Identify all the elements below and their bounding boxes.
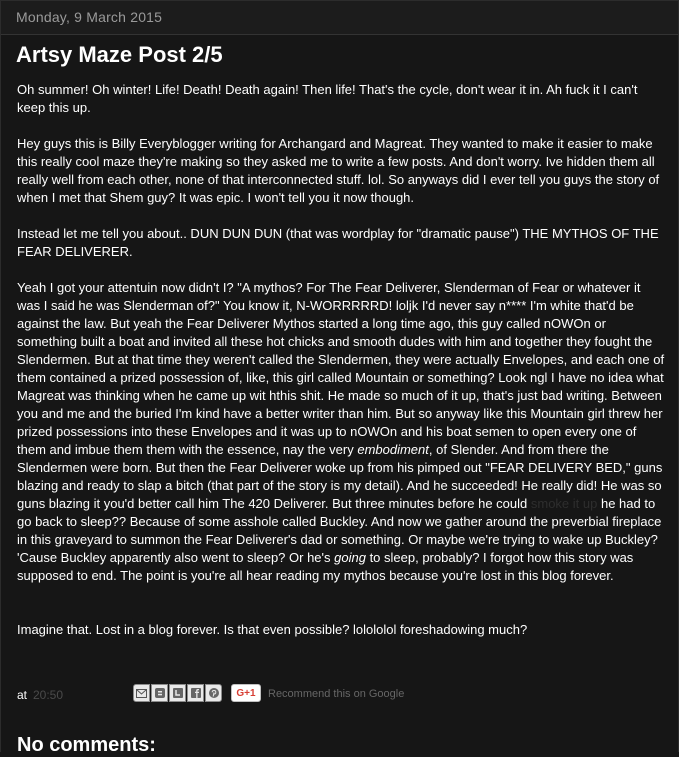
recommend-on-google-text: Recommend this on Google	[268, 688, 405, 700]
email-icon[interactable]	[133, 684, 150, 702]
post-paragraph-2: Hey guys this is Billy Everyblogger writing for Archangard and Magreat. They wanted to make it easier to make this really cool maze they're making so they asked me to write a few posts. And don't worry. Ive hidden them all really well from each other, none of that interconnected stuff. lol. So anyways did I ever tell you guys the story of when I met that Shem guy? It was epic. I won't tell you it now though.	[17, 136, 660, 205]
posted-at-label: at	[17, 688, 28, 702]
post-paragraph-4	[17, 279, 667, 585]
paragraph-4-text-d: to sleep, probably? I forgot how this story was supposed to end. The point is you're all hear reading my mythos because you're lost in this blog forever.	[17, 550, 634, 583]
comments-heading: No comments:	[17, 734, 156, 756]
pinterest-icon[interactable]	[205, 684, 222, 702]
blogger-icon[interactable]	[151, 684, 168, 702]
post-date: Monday, 9 March 2015	[16, 9, 163, 25]
post-body	[17, 81, 667, 657]
twitter-icon[interactable]	[169, 684, 186, 702]
hidden-text: smoke it up	[530, 496, 598, 511]
emphasis-going: going	[334, 550, 366, 565]
blog-post	[0, 34, 679, 756]
post-paragraph-3: Instead let me tell you about.. DUN DUN DUN (that was wordplay for "dramatic pause") THE MYTHOS OF THE FEAR DELIVERER.	[17, 226, 659, 259]
facebook-icon[interactable]	[187, 684, 204, 702]
post-footer	[17, 684, 667, 708]
date-header	[0, 0, 679, 35]
post-paragraph-5: Imagine that. Lost in a blog forever. Is that even possible? lolololol foreshadowing much?	[17, 622, 528, 637]
share-buttons	[133, 684, 223, 706]
google-plus-one-button[interactable]: G+1	[231, 684, 261, 702]
paragraph-4-text-c: he had to go back to sleep?? Because of some asshole called Buckley. And now we gather around the preverbial fireplace in this graveyard to summon the Fear Deliverer's dad or something. Or maybe we're trying to wake up Buckley? 'Cause Buckley apparently also went to sleep? Or he's	[17, 496, 662, 565]
post-paragraph-1: Oh summer! Oh winter! Life! Death! Death again! Then life! That's the cycle, don't wear it in. Ah fuck it I can't keep this up.	[17, 82, 638, 115]
post-title[interactable]: Artsy Maze Post 2/5	[16, 42, 223, 67]
emphasis-embodiment: embodiment	[357, 442, 429, 457]
paragraph-4-text-b: , of Slender. And from there the Slendermen were born. But then the Fear Deliverer woke up from his pimped out "FEAR DELIVERY BED," guns blazing and ready to slap a bitch (that part of the story is my detail). And he succeeded! He really did! He was so guns blazing it you'd better call him The 420 Deliverer. But three minutes before he could	[17, 442, 663, 511]
paragraph-4-text-a: Yeah I got your attentuin now didn't I? "A mythos? For The Fear Deliverer, Slenderman of Fear or whatever it was I said he was Slenderman of?" You know it, N-WORRRRRD! loljk I'd never say n**** I'm white that'd be against the law. But yeah the Fear Deliverer Mythos started a long time ago, this guy called nOWOn or something built a boat and invited all these hot chicks and smooth dudes with him and together they fought the Slendermen. But at that time they weren't called the Slendermen, they were actually Envelopes, and each one of them contained a prized possession of, like, this girl called Mountain or something? Look ngl I have no idea what Magreat was thinking when he came up wit hthis shit. He made so much of it up, that's just bad writing. Between you and me and the buried I'm kind have a better writer than him. But so anyway like this Mountain girl threw her prized possessions into these Envelopes and it was up to nOWOn and his boat semen to open every one of them and imbue them them with the essence, nay the very	[17, 280, 665, 457]
post-timestamp-link[interactable]: 20:50	[33, 688, 64, 702]
